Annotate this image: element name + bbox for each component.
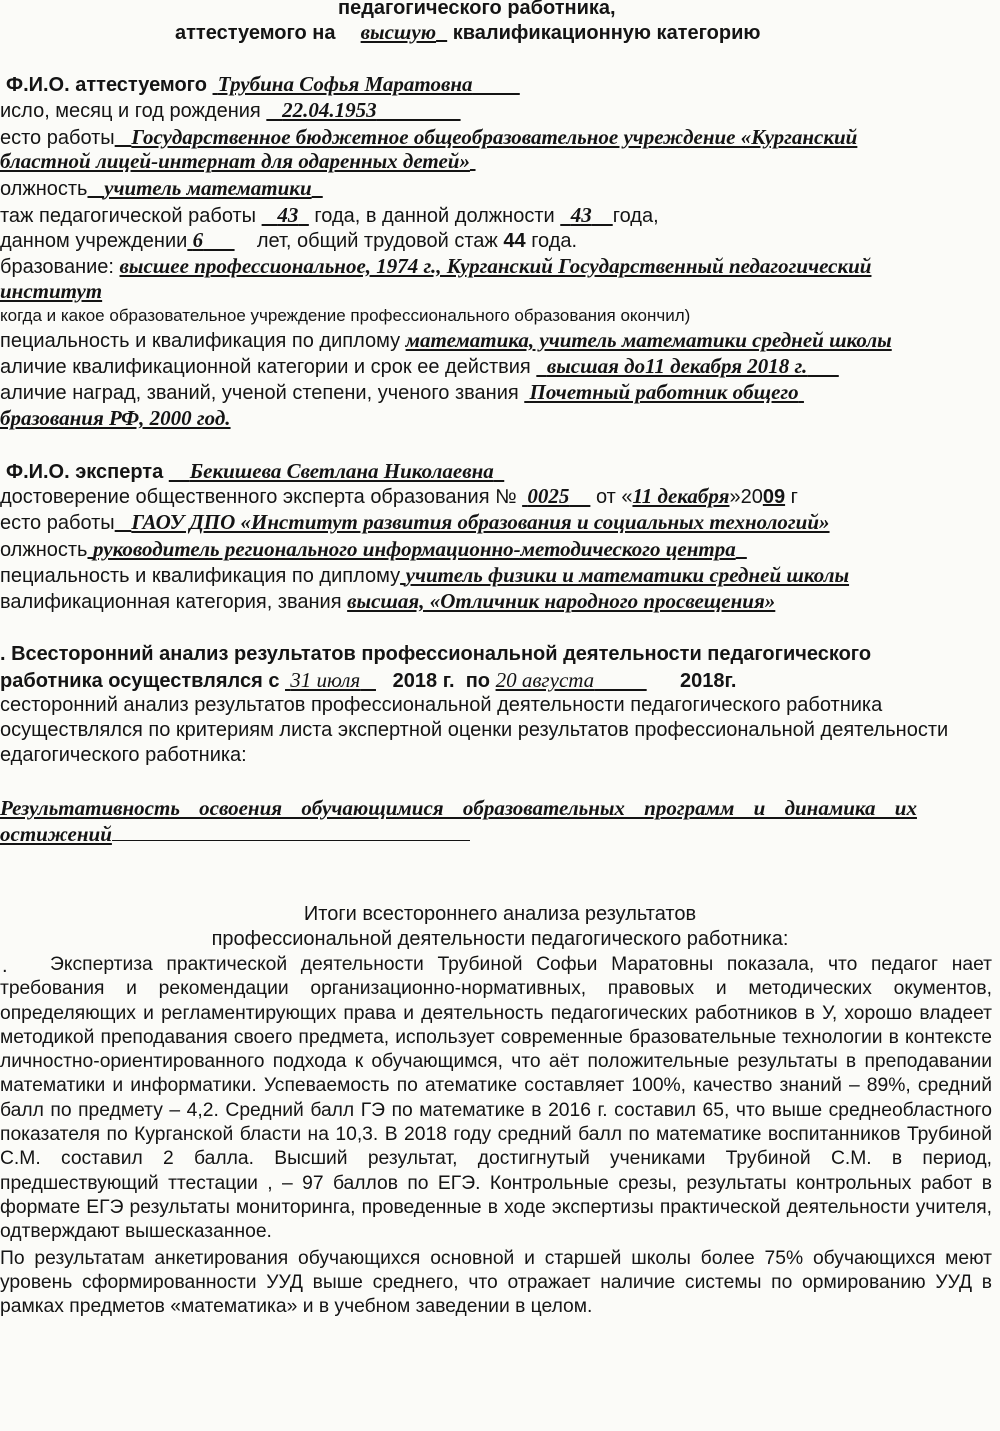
teacher-position: учитель математики bbox=[104, 176, 312, 200]
form-title-line2: аттестуемого на высшую квалификационную категорию bbox=[175, 20, 761, 44]
expert-speciality-row: пециальность и квалификация по диплому учитель физики и математики средней школы bbox=[0, 563, 850, 587]
cert-number: 0025 bbox=[527, 484, 570, 508]
institution-years-row: данном учреждении 6 лет, общий трудовой стаж 44 года. bbox=[0, 228, 578, 252]
expert-category-row: валификационная категория, звания высшая, «Отличник народного просвещения» bbox=[0, 589, 776, 613]
expert-workplace: ГАОУ ДПО «Институт развития образования и социальных технологий» bbox=[131, 510, 830, 534]
results-paragraph-2: По результатам анкетирования обучающихся основной и старшей школы более 75% обучающихся меют уровень сформированности УУД выше среднего, что отражает наличие системы по ормированию УУД в рамках предметов «математика» и в учебном заведении в целом. bbox=[0, 1247, 992, 1318]
results-title-line1: Итоги всестороннего анализа результатов bbox=[303, 903, 697, 925]
education-hint: когда и какое образовательное учреждение профессионального образования окончил) bbox=[0, 306, 691, 325]
cert-date: 11 декабря bbox=[632, 484, 730, 508]
cert-year: 09 bbox=[762, 486, 786, 508]
analysis-heading-line1: . Всесторонний анализ результатов профессиональной деятельности педагогического bbox=[0, 643, 872, 665]
awards-line1: Почетный работник общего bbox=[529, 380, 799, 404]
category-value: высшую bbox=[360, 20, 437, 44]
results-paragraph-1: Экспертиза практической деятельности Трубиной Софьи Маратовны показала, что педагог нает требования и рекомендации организационно-нормативных, правовых и методических окументов, определяющих и регламентирующих права и деятельность педагогических работников в У, хорошо владеет методикой преподавания своего предмета, использует современные бразовательные технологии в контексте личностно-ориентированного подхода к обучающимся, что аёт положительные результаты в преподавании математики и информатики. Успеваемость по атематике составляет 100%, качество знаний – 89%, средний балл по предмету – 4,2. Средний балл ГЭ по математике в 2016 г. составил 65, что выше среднеобластного показателя по Курганской бласти на 10,3. В 2018 году средний балл по математике воспитанников Трубиной С.М. составил 2 балла. Высший результат, достигнутый учениками Трубиной С.М. в период, предшествующий ттестации , – 97 баллов по ЕГЭ. Контрольные срезы, результаты контрольных работ в формате ЕГЭ результаты мониторинга, проведенные в ходе экспертизы практической деятельности учителя, одтверждают вышесказанное. bbox=[0, 954, 992, 1243]
expert-position-row: олжность руководитель регионального информационно-методического центра bbox=[0, 537, 736, 561]
results-body bbox=[0, 953, 992, 1319]
education-line1: высшее профессиональное, 1974 г., Курганский Государственный педагогический bbox=[119, 254, 872, 278]
teacher-workplace-line1: Государственное бюджетное общеобразовательное учреждение «Курганский bbox=[131, 125, 858, 149]
category-row: аличие квалификационной категории и срок ее действия высшая до11 декабря 2018 г. bbox=[0, 354, 808, 378]
expert-cert-row: достоверение общественного эксперта образования № 0025 от «11 декабря»2009 г bbox=[0, 484, 798, 508]
criterion-line1: Результативность освоения обучающимися образовательных программ и динамика их bbox=[0, 796, 917, 820]
analysis-text-line1: сесторонний анализ результатов профессиональной деятельности педагогического работника bbox=[0, 694, 883, 716]
category-term: высшая до11 декабря 2018 г. bbox=[546, 354, 808, 378]
teacher-work-row: есто работы Государственное бюджетное общеобразовательное учреждение «Курганский bbox=[0, 125, 858, 149]
analysis-end-date: 20 августа bbox=[495, 668, 595, 692]
teacher-position-row: олжность учитель математики bbox=[0, 176, 312, 200]
birth-date-row: исло, месяц и год рождения 22.04.1953 bbox=[0, 98, 377, 122]
ped-experience: 43 bbox=[277, 203, 299, 227]
analysis-start-date: 31 июля bbox=[290, 668, 361, 692]
results-bullet: . bbox=[2, 955, 8, 977]
expert-name-row: Ф.И.О. эксперта Бекишева Светлана Николаевна bbox=[6, 459, 494, 483]
teacher-work-row2 bbox=[0, 149, 476, 174]
expert-name: Бекишева Светлана Николаевна bbox=[189, 459, 494, 483]
position-experience: 43 bbox=[570, 203, 592, 227]
expert-work-row: есто работы ГАОУ ДПО «Институт развития образования и социальных технологий» bbox=[0, 510, 830, 534]
teacher-name: Трубина Софья Маратовна bbox=[217, 72, 473, 96]
education-row: бразование: высшее профессиональное, 1974 г., Курганский Государственный педагогический bbox=[0, 254, 872, 278]
birth-date: 22.04.1953 bbox=[282, 98, 377, 122]
education-line2: институт bbox=[0, 279, 103, 303]
awards-row: аличие наград, званий, ученой степени, ученого звания Почетный работник общего bbox=[0, 380, 799, 404]
institution-years: 6 bbox=[192, 228, 204, 252]
analysis-text-line3: едагогического работника: bbox=[0, 744, 247, 766]
analysis-text-line2: осуществлялся по критериям листа экспертной оценки результатов профессиональной деятельности bbox=[0, 719, 949, 741]
expert-speciality: учитель физики и математики средней школы bbox=[405, 563, 850, 587]
criterion-line2: остижений bbox=[0, 822, 470, 847]
teacher-name-row: Ф.И.О. аттестуемого Трубина Софья Маратовна bbox=[6, 72, 473, 96]
expert-position: руководитель регионального информационно-методического центра bbox=[93, 537, 736, 561]
awards-row2 bbox=[0, 406, 231, 431]
results-title-line2: профессиональной деятельности педагогического работника: bbox=[211, 928, 789, 950]
teacher-workplace-line2: бластной лицей-интернат для одаренных детей» bbox=[0, 149, 470, 173]
total-experience: 44 bbox=[503, 230, 526, 252]
expert-category: высшая, «Отличник народного просвещения» bbox=[347, 589, 776, 613]
analysis-heading-line2: работника осуществлялся с 31 июля 2018 г. по 20 августа 2018г. bbox=[0, 668, 737, 692]
experience-row: таж педагогической работы 43 года, в данной должности 43 года, bbox=[0, 203, 659, 227]
form-title-line1: педагогического работника, bbox=[338, 0, 616, 19]
teacher-speciality-row: пециальность и квалификация по диплому математика, учитель математики средней школы bbox=[0, 328, 892, 352]
education-row2 bbox=[0, 279, 102, 304]
teacher-speciality: математика, учитель математики средней школы bbox=[405, 328, 892, 352]
awards-line2: бразования РФ, 2000 год. bbox=[0, 406, 231, 430]
